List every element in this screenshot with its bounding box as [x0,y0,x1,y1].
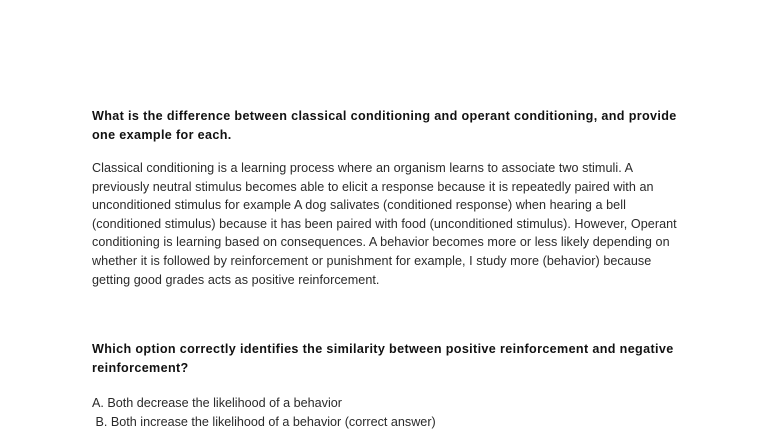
document-content [92,107,692,431]
option-b: B. Both increase the likelihood of a behavior (correct answer) [92,414,436,429]
question-1: What is the difference between classical conditioning and operant conditioning, and provide one example for each. [92,109,677,142]
question-2-options [92,394,692,431]
answer-1: Classical conditioning is a learning process where an organism learns to associate two stimuli. A previously neutral stimulus becomes able to elicit a response because it is repeatedly paired with an unconditioned stimulus for example A dog salivates (conditioned response) when hearing a bell (conditioned stimulus) because it has been paired with food (unconditioned stimulus). However, Operant conditioning is learning based on consequences. A behavior becomes more or less likely depending on whether it is followed by reinforcement or punishment for example, I study more (behavior) because getting good grades acts as positive reinforcement. [92,161,677,287]
option-a: A. Both decrease the likelihood of a behavior [92,396,342,411]
question-2: Which option correctly identifies the similarity between positive reinforcement and negative reinforcement? [92,342,674,375]
